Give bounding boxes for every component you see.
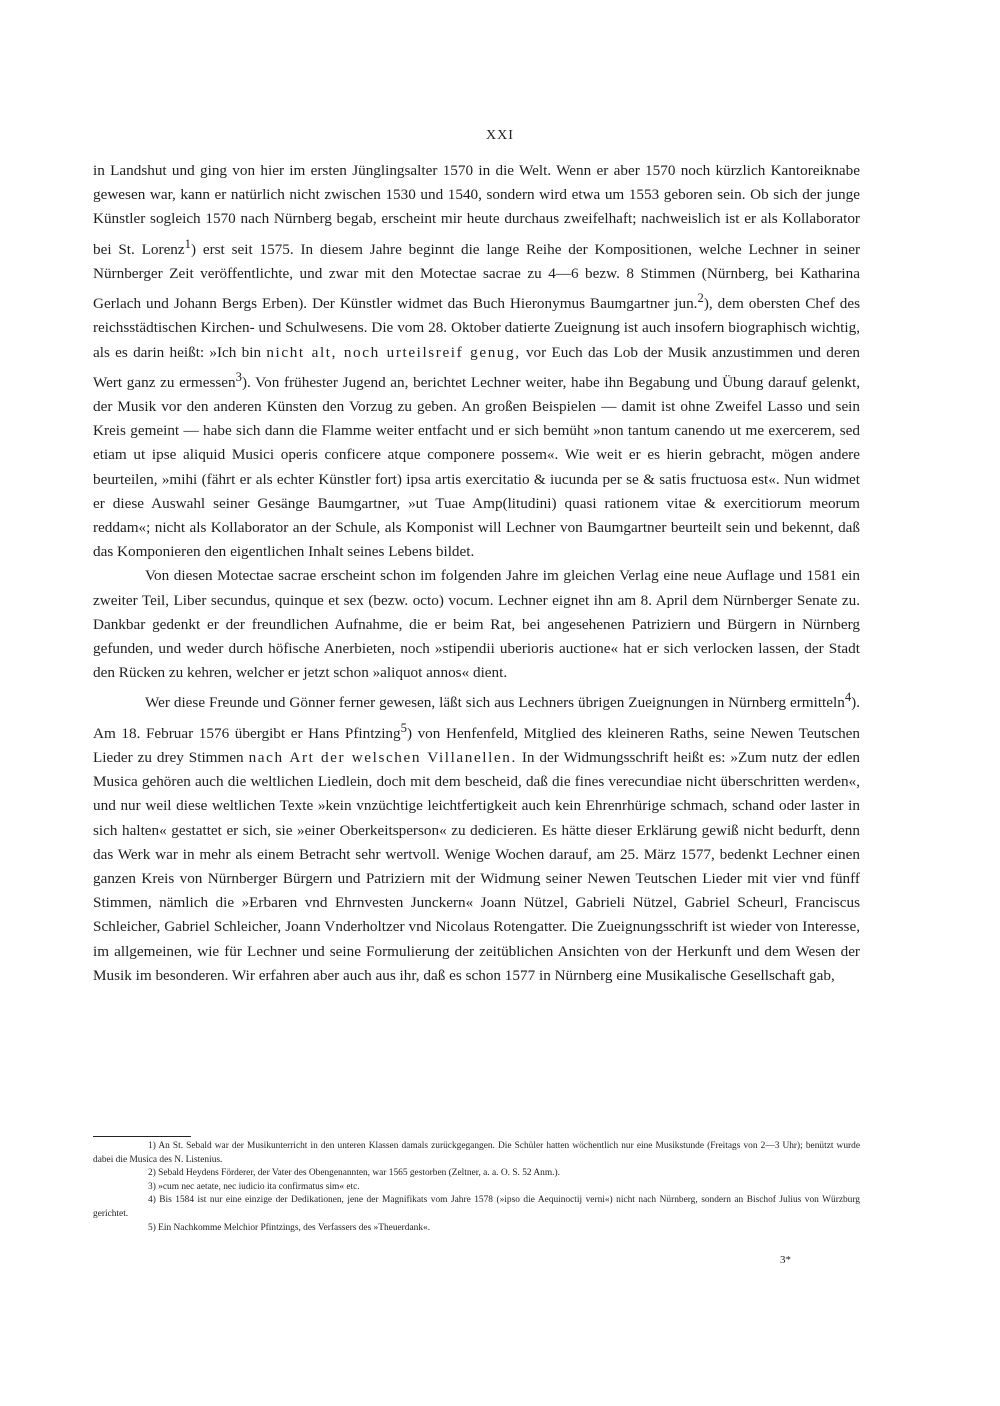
paragraph-2: Von diesen Motectae sacrae erscheint schon im folgenden Jahre im gleichen Verlag eine neue Auflage und 1581 ein zweiter Teil, Liber secundus, quinque et sex (bezw. octo) vocum. Lechner eignet ihn am 8. April dem Nürnberger Senate zu. Dankbar gedenkt er der freundlichen Aufnahme, die er beim Rat, bei angesehenen Patriziern und Bürgern in Nürnberg gefunden, und weder durch höfische Anerbieten, noch »stipendii uberioris auctione« hat er sich verlocken lassen, der Stadt den Rücken zu kehren, welcher er jetzt schon »aliquot annos« dient. xyxy=(93,567,860,682)
spaced-emphasis-1: nicht alt, noch urteilsreif genug, xyxy=(266,343,521,361)
paragraph-1-text-b: ) erst seit 1575. In diesem Jahre beginnt die lange Reihe der Kompositionen, welche Lechner in seiner Nürnberger Zeit veröffentlichte, und zwar mit den Motectae sacrae zu 4—6 bezw. 8 Stimmen (Nürnberg, bei Katharina Gerlach und Johann Bergs Erben). Der Künstler widmet das Buch Hieronymus Baumgartner jun. xyxy=(93,240,860,313)
footnote-separator xyxy=(93,1136,191,1137)
footnote-ref-1[interactable]: 1 xyxy=(184,236,191,251)
paragraph-1-text-c: ), dem obersten Chef des reichsstädtischen Kirchen- und Schulwesens. Die vom 28. Oktober datierte Zueignung ist auch insofern biographisch wichtig, als es darin heißt: »Ich bin xyxy=(93,295,860,361)
spaced-emphasis-2: nach Art der welschen Villanellen. xyxy=(248,748,517,766)
footnote-ref-2[interactable]: 2 xyxy=(697,291,704,306)
footnote-4: 4) Bis 1584 ist nur eine einzige der Dedikationen, jene der Magnifikats vom Jahre 1578 (»ipso die Aequinoctij verni«) nicht nach Nürnberg, sondern an Bischof Julius von Würzburg gerichtet. xyxy=(93,1195,860,1219)
paragraph-3-text-d: In der Widmungsschrift heißt es: »Zum nutz der edlen Musica gehören auch die weltlichen Liedlein, doch mit dem bescheid, daß die fines verecundiae nicht überschritten werden«, und nur weil diese weltlichen Texte »kein vnzüchtige leichtfertigkeit auch kein Ehrenrhürige schmach, schand oder laster in sich halten« gestattet er sich, sie »einer Oberkeitsperson« zu dedicieren. Es hätte dieser Erklärung gewiß nicht bedurft, denn das Werk war in mehr als einem Betracht sehr wertvoll. Wenige Wochen darauf, am 25. März 1577, bedenkt Lechner einen ganzen Kreis von Nürnberger Bürgern und Patriziern mit der Widmung seiner Newen Teutschen Lieder mit vier vnd fünff Stimmen, nämlich die »Erbaren vnd Ehrnvesten Junckern« Joann Nützel, Gabrieli Nützel, Gabriel Scheurl, Franciscus Schleicher, Gabriel Schleicher, Joann Vnderholtzer vnd Nicolaus Rotengatter. Die Zueignungsschrift ist wieder von Interesse, im allgemeinen, wie für Lechner und seine Formulierung der zeitüblichen Ansichten von der Herkunft und dem Wesen der Musik im besonderen. Wir erfahren aber auch aus ihr, daß es schon 1577 in Nürnberg eine Musikalische Gesellschaft gab, xyxy=(93,748,860,984)
footnotes xyxy=(93,1140,860,1235)
footnote-3: 3) »cum nec aetate, nec iudicio ita confirmatus sim« etc. xyxy=(148,1181,360,1192)
paragraph-3-text-c: ) von Henfenfeld, Mitglied des kleineren Raths, seine Newen Teutschen Lieder zu drey Stimmen xyxy=(93,724,861,766)
page-number: XXI xyxy=(486,128,514,143)
paragraph-1-text-d: vor Euch das Lob der Musik anzustimmen und deren Wert ganz zu ermessen xyxy=(93,343,860,391)
paragraph-3-text-b: ). Am 18. Februar 1576 übergibt er Hans Pfintzing xyxy=(93,694,860,742)
paragraph-1 xyxy=(93,159,860,564)
paragraph-3-text-a: Wer diese Freunde und Gönner ferner gewesen, läßt sich aus Lechners übrigen Zueignungen in Nürnberg ermitteln xyxy=(145,694,845,712)
paragraph-1-text-e: ). Von frühester Jugend an, berichtet Lechner weiter, habe ihn Begabung und Übung darauf gelenkt, der Musik vor den anderen Künsten den Vorzug zu geben. An großen Beispielen — damit ist ohne Zweifel Lasso und sein Kreis gemeint — habe sich dann die Flamme weiter entfacht und er sich bemüht »non tantum canendo ut me exercerem, sed etiam ut ipse aliquid Musici operis conficere atque componere possem«. Wie weit er es hierin gebracht, mögen andere beurteilen, »mihi (fährt er als echter Künstler fort) ipsa artis exercitatio & iucunda per se & satis fructuosa est«. Nun widmet er diese Auswahl seiner Gesänge Baumgartner, »ut Tuae Amp(litudini) quasi rationem vitae & exercitiorum meorum reddam«; nicht als Kollaborator an der Schule, als Komponist will Lechner von Baumgartner beurteilt sein und bekennt, daß das Komponieren den eigentlichen Inhalt seines Lebens bildet. xyxy=(93,373,860,561)
footnote-1: 1) An St. Sebald war der Musikunterricht in den unteren Klassen damals zurückgegangen. Die Schüler hatten wöchentlich nur eine Musikstunde (Freitags von 2—3 Uhr); benützt wurde dabei die Musica des N. Listenius. xyxy=(93,1141,860,1165)
body-text xyxy=(93,159,860,988)
footnote-ref-3[interactable]: 3 xyxy=(235,369,242,384)
paragraph-1-text-a: in Landshut und ging von hier im ersten Jünglingsalter 1570 in die Welt. Wenn er aber 1570 noch kürzlich Kantoreiknabe gewesen war, kann er natürlich nicht zwischen 1530 und 1540, sondern wird etwa um 1553 geboren sein. Ob sich der junge Künstler sogleich 1570 nach Nürnberg begab, erscheint mir heute durchaus zweifelhaft; nachweislich ist er als Kollaborator bei St. Lorenz xyxy=(93,162,860,258)
footnote-ref-5[interactable]: 5 xyxy=(400,720,407,735)
paragraph-3 xyxy=(93,685,860,988)
printer-signature-mark: 3* xyxy=(780,1254,791,1266)
footnote-ref-4[interactable]: 4 xyxy=(844,690,852,705)
footnote-2: 2) Sebald Heydens Förderer, der Vater des Obengenannten, war 1565 gestorben (Zeltner, a. a. O. S. 52 Anm.). xyxy=(148,1168,560,1179)
footnote-5: 5) Ein Nachkomme Melchior Pfintzings, des Verfassers des »Theuerdank«. xyxy=(148,1222,431,1233)
